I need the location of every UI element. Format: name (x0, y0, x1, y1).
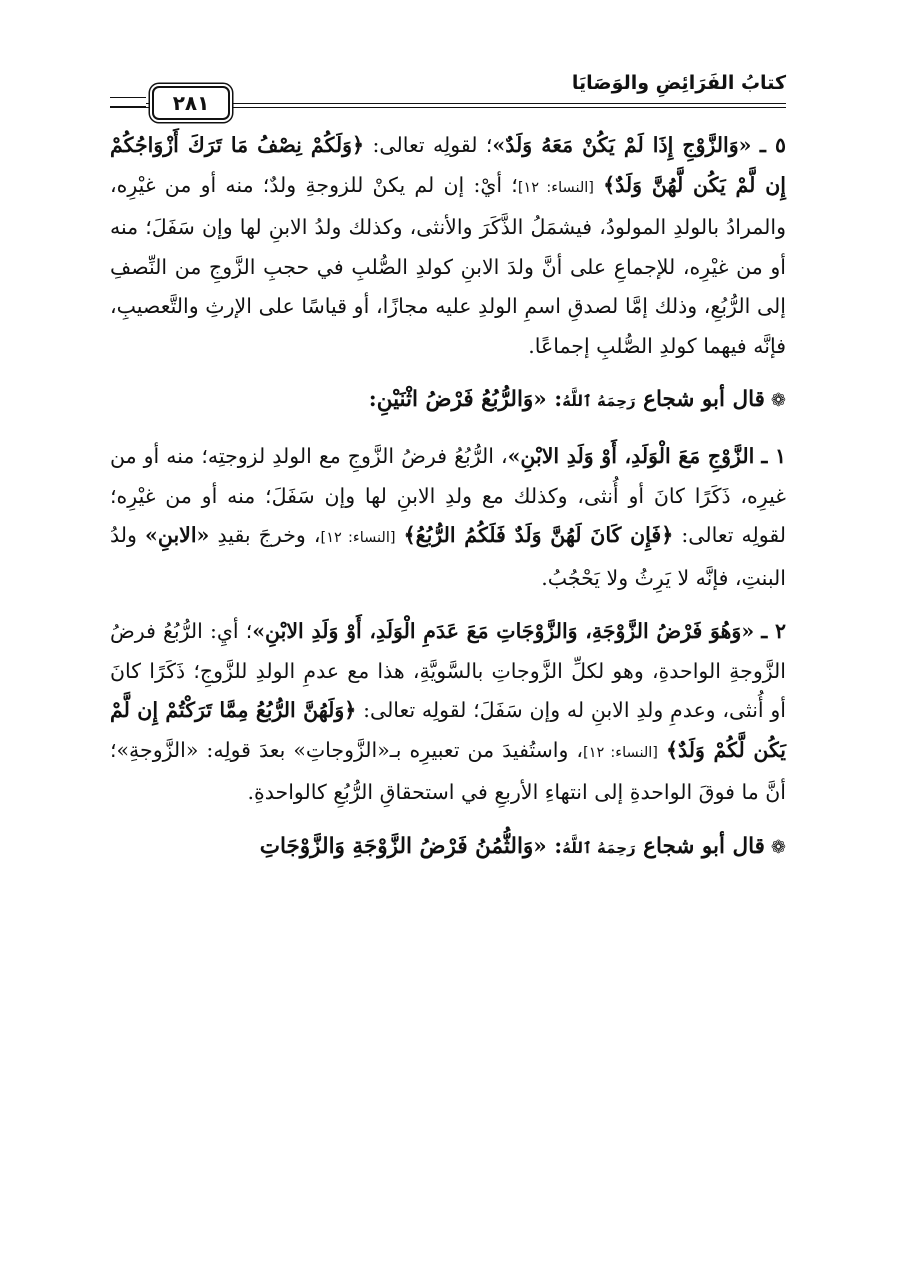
paragraph-text: ؛ لقولِه تعالى: (364, 133, 493, 157)
section-heading (110, 827, 786, 868)
running-title: كتابُ الفَرَائِضِ والوَصَايَا (571, 72, 786, 94)
qualifier-quote: «الابنِ» (145, 523, 210, 547)
matn-quote: «وَالرُّبُعُ فَرْضُ اثْنَيْنِ: (368, 387, 547, 412)
header-left-rule (110, 97, 146, 107)
page-content (110, 126, 786, 868)
ayah-reference: [النساء: ١٢] (517, 179, 594, 196)
item-number: ٥ ـ (759, 133, 786, 157)
author-label: قال أبو شجاع (643, 833, 765, 859)
heading-colon: : (546, 387, 563, 412)
honorific: رَحِمَهُ ٱللَّهُ (562, 392, 636, 410)
paragraph-text: ولدُ البنتِ، فإنَّه لا يَرِثُ ولا يَحْجُبُ. (110, 523, 786, 590)
ayah-quote: ﴿وَلَهُنَّ الرُّبُعُ مِمَّا تَرَكْتُمْ إِن لَّمْ يَكُن لَّكُمْ وَلَدٌ﴾ (110, 698, 786, 762)
page-header (110, 70, 786, 126)
section-heading (110, 380, 786, 421)
paragraph-text: ؛ أيِ: الرُّبُعُ فرضُ الزَّوجةِ الواحدةِ، وهو لكلِّ الزَّوجاتِ بالسَّويَّةِ، هذا مع عدمِ الولدِ للزَّوجِ؛ ذَكَرًا كانَ أو أُنثى، وعدمِ ولدِ الابنِ له وإن سَفَلَ؛ لقولِه تعالى: (110, 619, 786, 722)
heading-colon: : (546, 833, 563, 859)
page-number: ٢٨١ (152, 86, 230, 120)
matn-quote: «وَالزَّوْجِ إِذَا لَمْ يَكُنْ مَعَهُ وَلَدٌ» (492, 133, 752, 157)
paragraph-text: ؛ أيْ: إن لم يكنْ للزوجةِ ولدٌ؛ منه أو من غيْرِه، والمرادُ بالولدِ المولودُ، فيشمَلُ الذَّكَرَ والأنثى، وكذلك ولدُ الابنِ لها وإن سَفَلَ؛ منه أو من غيْرِه، للإجماعِ على أنَّ ولدَ الابنِ كولدِ الصُّلبِ في حجبِ الزَّوجِ من النِّصفِ إلى الرُّبُعِ، وذلك إمَّا لصدقِ اسمِ الولدِ عليه مجازًا، أو قياسًا على الإرثِ والتَّعصيبِ، فإنَّه فيهما كولدِ الصُّلبِ إجماعًا. (110, 172, 786, 358)
matn-quote: الزَّوْجِ مَعَ الْوَلَدِ، أَوْ وَلَدِ الابْنِ» (507, 444, 755, 468)
paragraph-5 (110, 126, 786, 366)
ayah-reference: [النساء: ١٢] (320, 530, 396, 546)
matn-quote: «وَهُوَ فَرْضُ الزَّوْجَةِ، وَالزَّوْجَاتِ مَعَ عَدَمِ الْوَلَدِ، أَوْ وَلَدِ الابْنِ» (252, 619, 755, 643)
author-label: قال أبو شجاع (643, 387, 765, 412)
honorific: رَحِمَهُ ٱللَّهُ (562, 838, 636, 857)
matn-quote: «وَالثُّمُنُ فَرْضُ الزَّوْجَةِ وَالزَّوْجَاتِ (259, 833, 547, 859)
paragraph-text: ، واستُفيدَ من تعبيرِه بـ«الزَّوجاتِ» بعدَ قولِه: «الزَّوجةِ»؛ أنَّ ما فوقَ الواحدةِ إلى انتهاءِ الأربعِ في استحقاقِ الرُّبُعِ كالواحدةِ. (110, 737, 786, 804)
flower-icon: ❁ (770, 390, 786, 411)
ayah-reference: [النساء: ١٢] (583, 744, 658, 761)
item-number: ١ ـ (761, 444, 786, 468)
ayah-quote: ﴿فَإِن كَانَ لَهُنَّ وَلَدٌ فَلَكُمُ الرُّبُعُ﴾ (403, 523, 674, 547)
flower-icon: ❁ (770, 836, 786, 858)
book-page (110, 70, 786, 884)
paragraph-text: ، الرُّبُعُ فرضُ الزَّوجِ مع الولدِ لزوجتِه؛ منه أو من غيرِه، ذَكَرًا كانَ أو أُنثى، وكذلك مع ولدِ الابنِ لها وإن سَفَلَ؛ منه أو من غيْرِه؛ لقولِه تعالى: (110, 444, 786, 547)
paragraph-1 (110, 437, 786, 598)
ayah-quote: ﴿وَلَكُمْ نِصْفُ مَا تَرَكَ أَزْوَاجُكُمْ إِن لَّمْ يَكُن لَّهُنَّ وَلَدٌ﴾ (110, 133, 786, 197)
paragraph-text: ، وخرجَ بقيدِ (209, 523, 321, 547)
item-number: ٢ ـ (761, 619, 786, 643)
paragraph-2 (110, 612, 786, 813)
